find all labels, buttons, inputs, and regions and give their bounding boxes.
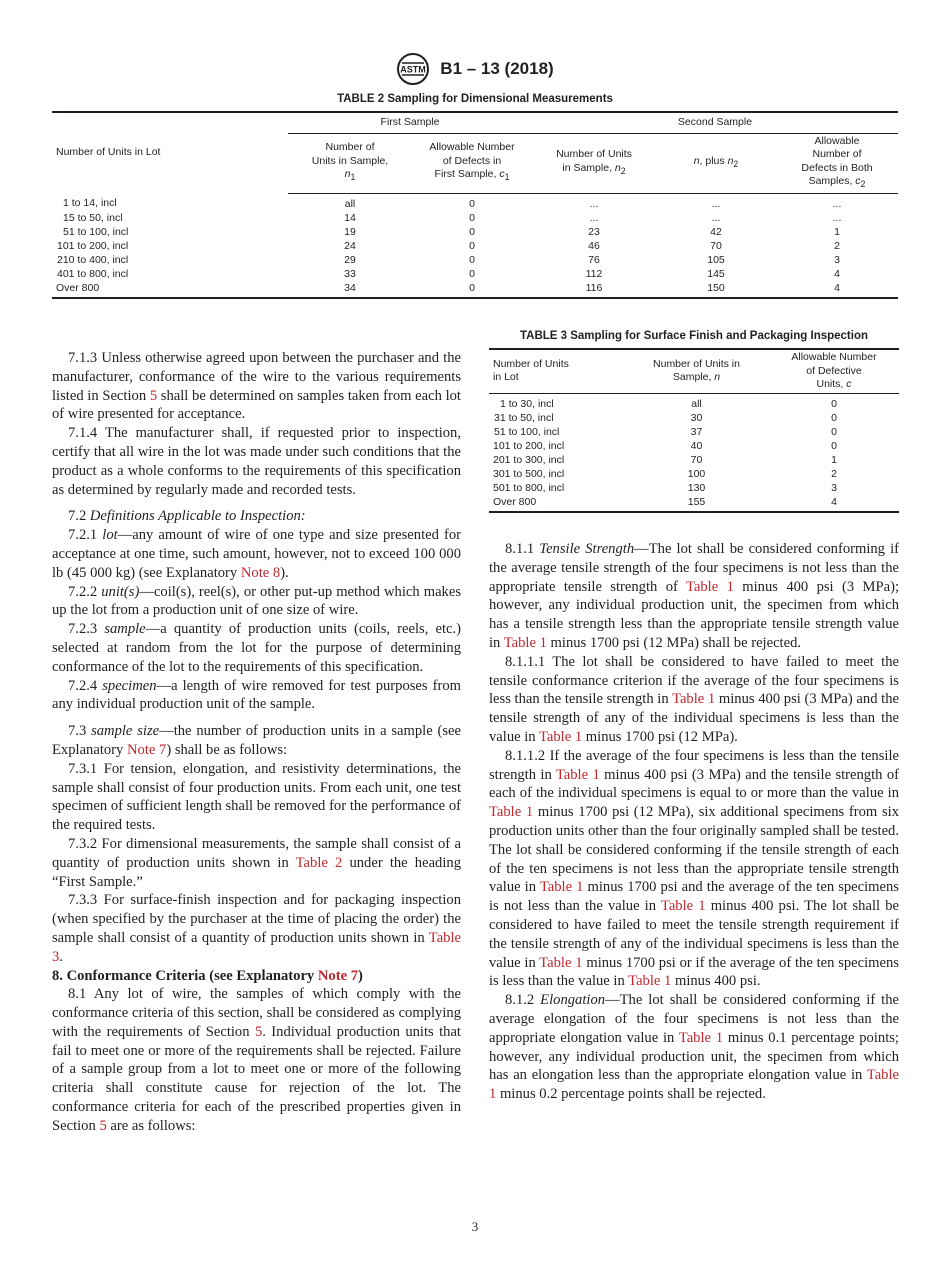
table-1-link[interactable]: Table 1	[628, 973, 672, 990]
paragraph-8-1-1-2: 8.1.1.2 If the average of the four specimens is less than the tensile strength in Table 1 minus 400 psi (3 MPa) and the tensile strength of each of the individual specimens is equal to or more than the value in Table 1 minus 1700 psi (12 MPa), six additional specimens from six production units other than the four originally sampled shall be tested. The lot shall be considered conforming if the tensile strength of each of the ten specimens is not less than the appropriate tensile strength value in Table 1 minus 1700 psi and the average of the ten specimens is not less than the value in Table 1 minus 400 psi. The lot shall be considered to have failed to meet the tensile strength requirement if the tensile strength of any of the individual specimens is less than the value in Table 1 minus 1700 psi or if the average of the ten specimens is less than the value in Table 1 minus 400 psi.	[489, 747, 900, 990]
right-text-column	[489, 540, 899, 1104]
table-1-link[interactable]: Table 1	[555, 766, 600, 783]
paragraph-7-3-2: 7.3.2 For dimensional measurements, the sample shall consist of a quantity of production units shown in Table 2 under the heading “First Sample.”	[52, 835, 461, 890]
table-3-header-c: Allowable Number of Defective Units, c	[769, 349, 899, 393]
paragraph-8-1-1: 8.1.1 Tensile Strength—The lot shall be considered conforming if the average tensile strength of the four specimens is not less than the appropriate tensile strength of Table 1 minus 400 psi (3 MPa); however, any individual production unit, the specimen from which has a tensile strength less than the appropriate tensile strength value in Table 1 minus 1700 psi (12 MPa) shall be rejected.	[489, 541, 900, 651]
table-row: 401 to 800, incl 33 0 112 145 4	[57, 267, 840, 280]
paragraph-7-3-3: 7.3.3 For surface-finish inspection and for packaging inspection (when specified by the purchaser at the time of placing the order) the sample shall consist of a quantity of production units shown in Table 3.	[52, 892, 461, 965]
table-row: 51 to 100, incl 19 0 23 42 1	[63, 225, 840, 238]
table-2-header-n1: Number of Units in Sample, $n_1$	[288, 133, 412, 193]
paragraph-7-2-1: 7.2.1 lot—any amount of wire of one type and size presented for acceptance at one time, such amount, however, not to exceed 100 000 lb (45 000 kg) (see Explanatory Note 8).	[52, 527, 461, 581]
table-row: 101 to 200, incl 40 0	[493, 439, 837, 452]
table-2-group-second: Second Sample	[532, 112, 898, 133]
table-2-header-c1: Allowable Number of Defects in First Sample, $c_1$	[412, 133, 532, 193]
table-2-grid	[52, 111, 898, 299]
section-5-link[interactable]: 5	[149, 387, 158, 404]
table-row: 201 to 300, incl 70 1	[493, 453, 837, 466]
astm-logo-icon	[396, 52, 430, 86]
table-row: 101 to 200, incl 24 0 46 70 2	[57, 239, 840, 252]
paragraph-7-2-3: 7.2.3 sample—a quantity of production units (coils, reels, etc.) selected at random from the lot for the purpose of determining conformance of the lot to the requirements of this specification.	[52, 621, 461, 675]
table-1-link[interactable]: Table 1	[539, 879, 584, 896]
table-row: 51 to 100, incl 37 0	[494, 425, 837, 438]
table-2-header-lot: Number of Units in Lot	[52, 112, 288, 193]
section-8-heading: 8. Conformance Criteria (see Explanatory Note 7)	[52, 967, 363, 984]
table-2-header-n-plus-n2: n, plus $n_2$	[656, 133, 776, 193]
table-1-link[interactable]: Table 1	[672, 691, 716, 708]
table-2-group-first: First Sample	[288, 112, 532, 133]
section-5-link[interactable]: 5	[254, 1023, 263, 1040]
table-1-link[interactable]: Table 1	[539, 728, 583, 745]
note-7-link[interactable]: Note 7	[126, 741, 167, 758]
paragraph-7-2: 7.2 Definitions Applicable to Inspection:	[68, 508, 306, 525]
table-2-caption: TABLE 2 Sampling for Dimensional Measurements	[337, 93, 613, 105]
astm-logo-text: ASTM	[400, 64, 427, 75]
table-row: 31 to 50, incl 30 0	[494, 411, 837, 424]
paragraph-7-2-2: 7.2.2 unit(s)—coil(s), reel(s), or other put-up method which makes up the lot from a production unit of one size of wire.	[52, 583, 461, 619]
document-designation: B1 – 13 (2018)	[440, 59, 554, 78]
table-row: Over 800 155 4	[489, 495, 899, 512]
document-header	[0, 52, 950, 86]
table-3-header-n: Number of Units in Sample, n	[624, 349, 769, 393]
table-3-header-lot: Number of Units in Lot	[489, 349, 624, 393]
table-2-link[interactable]: Table 2	[295, 854, 343, 871]
table-2	[52, 93, 898, 299]
note-7-link[interactable]: Note 7	[317, 967, 358, 984]
table-3	[489, 330, 899, 513]
table-1-link[interactable]: Table 1	[503, 634, 547, 651]
table-row: 1 to 30, incl all 0	[500, 397, 837, 410]
paragraph-8-1-1-1: 8.1.1.1 The lot shall be considered to have failed to meet the tensile conformance criterion if the average of the four specimens is less than the tensile strength in Table 1 minus 400 psi (3 MPa) and the tensile strength of any of the individual specimens is less than the value in Table 1 minus 1700 psi (12 MPa).	[489, 653, 899, 745]
left-text-column	[52, 349, 461, 1136]
paragraph-7-3-1: 7.3.1 For tension, elongation, and resistivity determinations, the sample shall consist of four production units. From each unit, one test specimen of sufficient length shall be removed for the performance of the required tests.	[52, 760, 461, 834]
table-1-link[interactable]: Table 1	[678, 1029, 724, 1046]
paragraph-8-1: 8.1 Any lot of wire, the samples of which comply with the conformance criteria of this section, shall be considered as complying with the requirements of Section 5. Individual production units that fail to meet one or more of the requirements shall be rejected. Failure of a sample group from a lot to meet one or more of the following criteria shall constitute cause for rejection of the lot. The conformance criteria for each of the prescribed properties given in Section 5 are as follows:	[52, 986, 461, 1134]
table-1-link[interactable]: Table 1	[489, 804, 534, 821]
table-3-caption: TABLE 3 Sampling for Surface Finish and Packaging Inspection	[519, 330, 869, 342]
table-1-link[interactable]: Table 1	[660, 898, 706, 915]
table-row: 1 to 14, incl all 0 ... ... ...	[63, 197, 842, 210]
page-number: 3	[471, 1219, 479, 1234]
section-5-link[interactable]: 5	[99, 1117, 107, 1134]
table-row: Over 800 34 0 116 150 4	[52, 281, 898, 298]
paragraph-8-1-2: 8.1.2 Elongation—The lot shall be considered conforming if the average elongation of the four specimens is not less than the appropriate elongation value in Table 1 minus 0.1 percentage points; however, any individual production unit, the specimen from which has an elongation less than the appropriate elongation value in Table 1 minus 0.2 percentage points shall be rejected.	[489, 992, 899, 1103]
table-3-grid	[489, 348, 899, 513]
table-3-link[interactable]: Table 3	[52, 929, 461, 965]
paragraph-7-3: 7.3 sample size—the number of production units in a sample (see Explanatory Note 7) shall be as follows:	[52, 723, 462, 758]
paragraph-7-1-4: 7.1.4 The manufacturer shall, if requested prior to inspection, certify that all wire in the lot was made under such conditions that the product as a whole conforms to the requirements of this specification as determined by regularly made and recorded tests.	[52, 425, 461, 498]
table-1-link[interactable]: Table 1	[539, 954, 583, 971]
table-1-link[interactable]: Table 1	[685, 578, 734, 595]
table-1-link[interactable]: Table 1	[489, 1067, 899, 1103]
table-row: 15 to 50, incl 14 0 ... ... ...	[63, 211, 842, 224]
table-row: 301 to 500, incl 100 2	[493, 467, 837, 480]
table-2-header-c2: Allowable Number of Defects in Both Samples, $c_2$	[776, 133, 898, 193]
table-2-header-n2: Number of Units in Sample, $n_2$	[532, 133, 656, 193]
table-row: 210 to 400, incl 29 0 76 105 3	[57, 253, 840, 266]
note-8-link[interactable]: Note 8	[240, 564, 281, 581]
table-row: 501 to 800, incl 130 3	[493, 481, 837, 494]
paragraph-7-1-3: 7.1.3 Unless otherwise agreed upon between the purchaser and the manufacturer, conformance of the wire to the various requirements listed in Section 5 shall be determined on samples taken from each lot of wire presented for acceptance.	[52, 350, 461, 423]
paragraph-7-2-4: 7.2.4 specimen—a length of wire removed for test purposes from any individual production unit of the sample.	[52, 677, 461, 713]
